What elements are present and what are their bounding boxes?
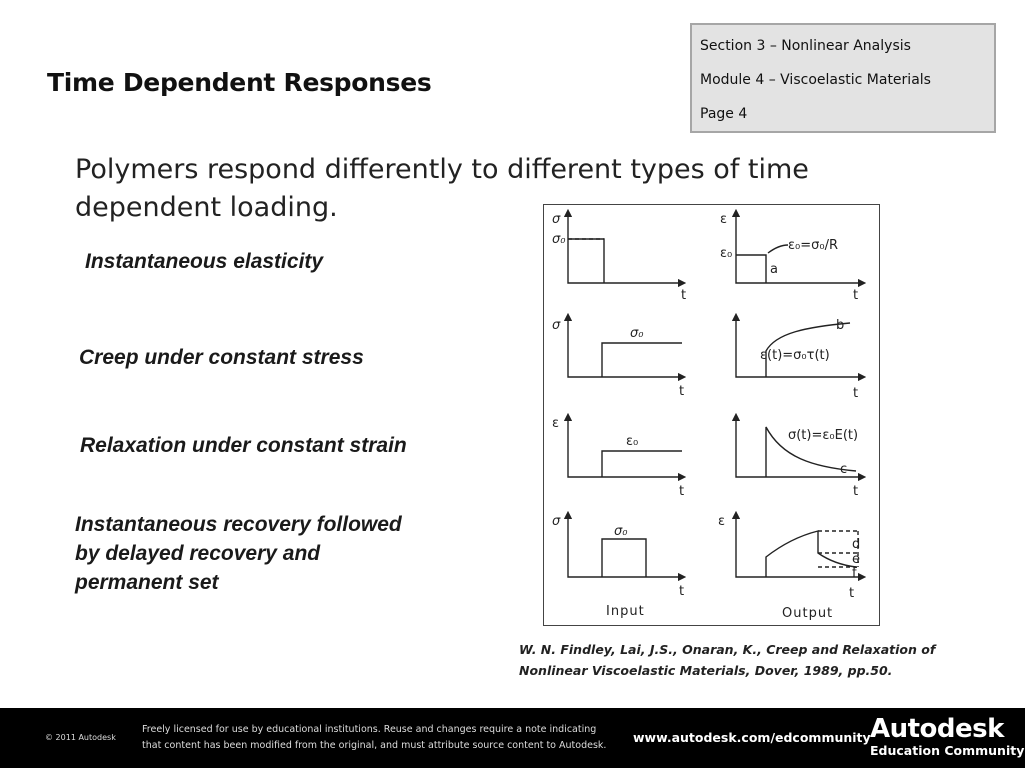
row2-eq-b: ε(t)=σ₀τ(t) bbox=[760, 348, 830, 363]
citation bbox=[519, 639, 935, 681]
edcommunity-link[interactable]: www.autodesk.com/edcommunity bbox=[633, 730, 871, 745]
license-line-2: that content has been modified from the original, and must attribute source content to Autodesk. bbox=[142, 740, 607, 751]
row3-eq-c: σ(t)=ε₀E(t) bbox=[788, 428, 859, 443]
row4-label-e: e bbox=[852, 552, 860, 567]
row1-label-a: a bbox=[770, 262, 778, 277]
intro-line-2: dependent loading. bbox=[75, 192, 338, 223]
row4-input-curve bbox=[602, 539, 646, 577]
bullet-instantaneous-elasticity: Instantaneous elasticity bbox=[85, 250, 324, 273]
citation-line-1: W. N. Findley, Lai, J.S., Onaran, K., Creep and Relaxation of bbox=[519, 642, 936, 657]
bullet-recovery bbox=[75, 510, 505, 597]
bullet-recovery-line-1: Instantaneous recovery followed bbox=[75, 513, 402, 536]
row4-label-f: f bbox=[852, 566, 857, 581]
bullet-recovery-line-3: permanent set bbox=[75, 571, 219, 594]
bullet-recovery-line-2: by delayed recovery and bbox=[75, 542, 321, 565]
row1-input-curve bbox=[568, 239, 604, 283]
input-column-label: Input bbox=[606, 604, 645, 619]
row2-input-axes bbox=[568, 317, 682, 377]
row4-output-curve bbox=[766, 531, 856, 577]
row1-input-axes bbox=[568, 213, 682, 283]
autodesk-logo: Autodesk bbox=[870, 714, 1004, 744]
viscoelastic-response-figure bbox=[543, 204, 880, 626]
page-label: Page 4 bbox=[700, 106, 748, 122]
row2-sigma0-label: σ₀ bbox=[630, 326, 644, 341]
row4-input-t-label: t bbox=[679, 584, 685, 599]
row2-sigma-label: σ bbox=[552, 318, 561, 333]
row3-input-t-label: t bbox=[679, 484, 685, 499]
row2-label-b: b bbox=[836, 318, 845, 333]
row1-input-t-label: t bbox=[681, 288, 687, 303]
row1-eq-a: ε₀=σ₀/R bbox=[788, 238, 838, 253]
row1-sigma0-label: σ₀ bbox=[552, 232, 566, 247]
row3-eps0-label: ε₀ bbox=[626, 434, 639, 449]
response-diagrams bbox=[544, 205, 881, 627]
row4-sigma-label: σ bbox=[552, 514, 561, 529]
row1-sigma-label: σ bbox=[552, 212, 561, 227]
citation-line-2: Nonlinear Viscoelastic Materials, Dover, 1989, pp.50. bbox=[519, 663, 893, 678]
bullet-creep: Creep under constant stress bbox=[79, 346, 364, 369]
row4-epsilon-label: ε bbox=[718, 514, 726, 529]
copyright-text: © 2011 Autodesk bbox=[45, 733, 116, 742]
slide-title: Time Dependent Responses bbox=[47, 68, 432, 97]
module-label: Module 4 – Viscoelastic Materials bbox=[700, 72, 931, 88]
row3-input-curve bbox=[602, 451, 682, 477]
row2-input-curve bbox=[602, 343, 682, 377]
license-line-1: Freely licensed for use by educational institutions. Reuse and changes require a note indicating bbox=[142, 724, 597, 735]
row4-sigma0-label: σ₀ bbox=[614, 524, 628, 539]
bullet-relaxation: Relaxation under constant strain bbox=[80, 434, 407, 457]
row1-eps0-label: ε₀ bbox=[720, 246, 733, 261]
row3-input-axes bbox=[568, 417, 682, 477]
license-text bbox=[142, 722, 622, 754]
row2-output-t-label: t bbox=[853, 386, 859, 401]
row4-output-t-label: t bbox=[849, 586, 855, 601]
section-info-box bbox=[690, 23, 996, 133]
footer-bar bbox=[0, 708, 1025, 768]
row4-output-axes bbox=[736, 515, 862, 577]
row1-epsilon-label: ε bbox=[720, 212, 728, 227]
row1-output-curve bbox=[736, 255, 766, 283]
row2-input-t-label: t bbox=[679, 384, 685, 399]
row4-label-d: d bbox=[852, 537, 861, 552]
row3-epsilon-label: ε bbox=[552, 416, 560, 431]
row1-output-leader bbox=[768, 245, 788, 253]
row3-label-c: c bbox=[840, 462, 848, 477]
section-label: Section 3 – Nonlinear Analysis bbox=[700, 38, 911, 54]
row1-output-t-label: t bbox=[853, 288, 859, 303]
intro-line-1: Polymers respond differently to different types of time bbox=[75, 154, 809, 185]
education-community-label: Education Community bbox=[870, 743, 1025, 758]
output-column-label: Output bbox=[782, 606, 834, 621]
row3-output-t-label: t bbox=[853, 484, 859, 499]
